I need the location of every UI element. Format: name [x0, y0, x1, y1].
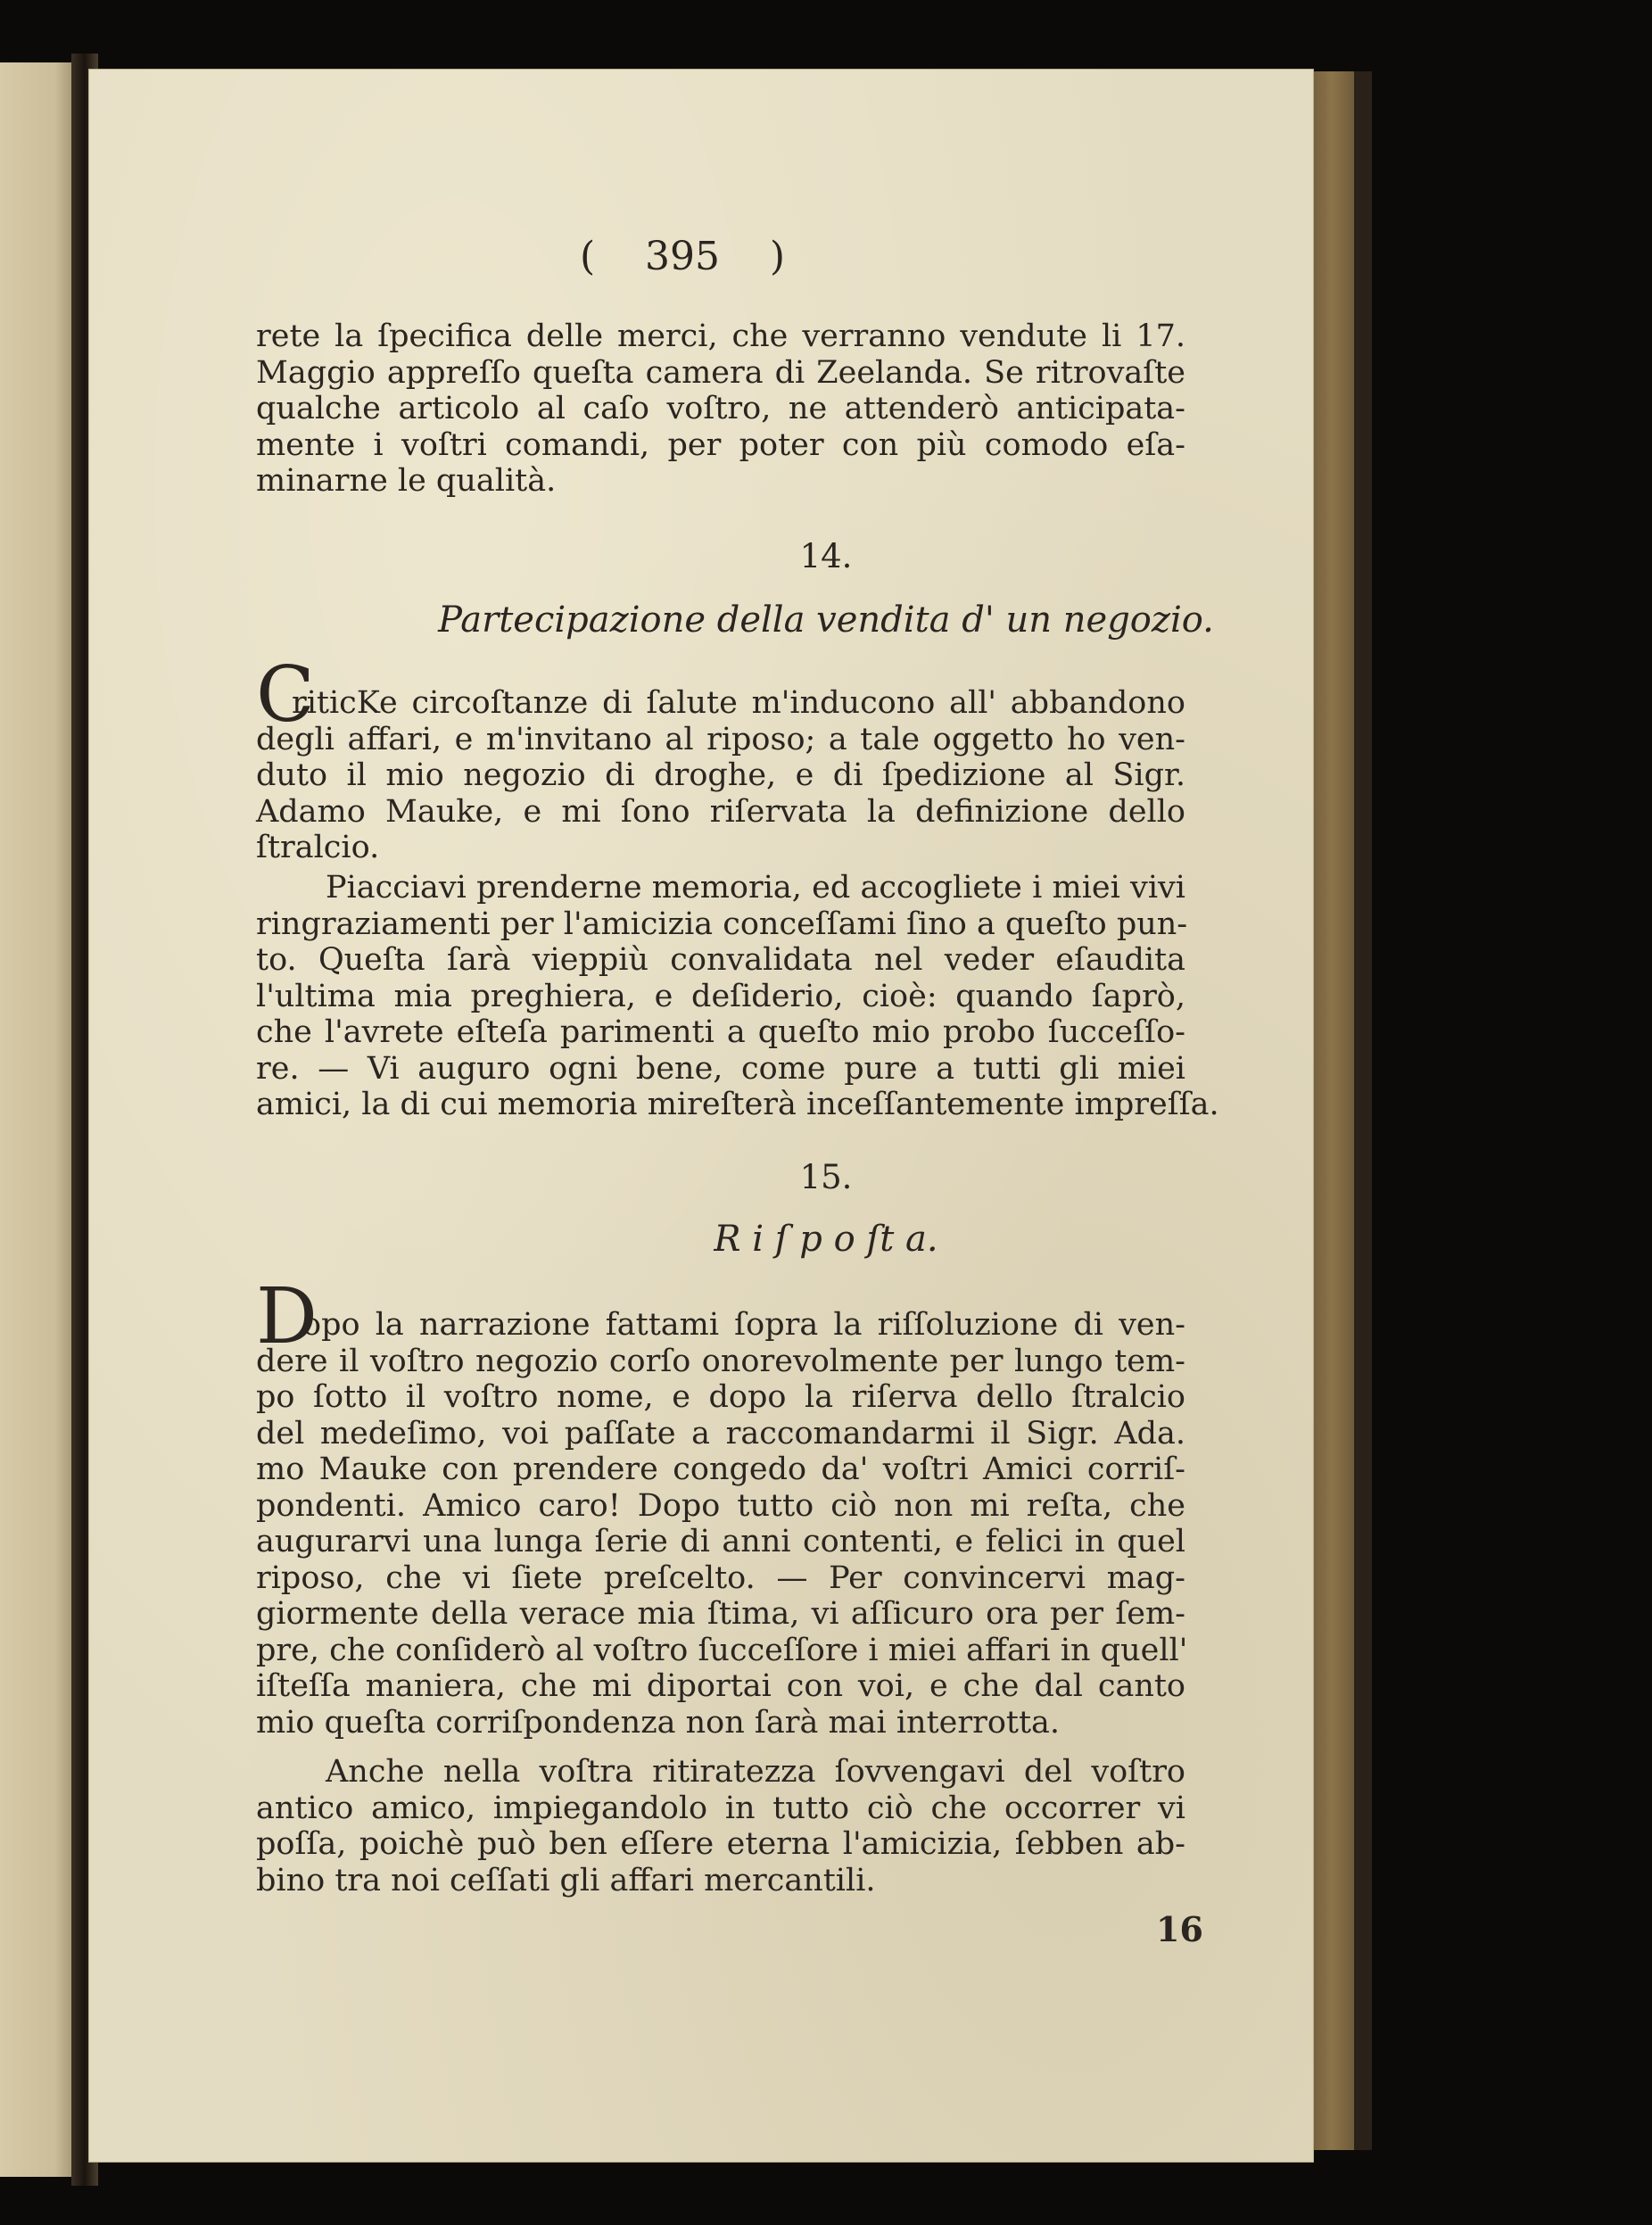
text-line: opo la narrazione fattami ſopra la riſſoluzione di ven-: [302, 1307, 1185, 1343]
section-14-paragraph-2: [256, 870, 1219, 1123]
text-line: rete la ſpecifica delle merci, che verranno vendute li 17.: [256, 318, 1185, 354]
text-line: duto il mio negozio di droghe, e di ſpedizione al Sigr.: [256, 757, 1185, 793]
text-line: ringraziamenti per l'amicizia conceſſami ſino a queſto pun-: [256, 906, 1188, 942]
text-line: mio queſta corriſpondenza non ſarà mai interrotta.: [256, 1704, 1061, 1741]
section-14-dropcap: C: [256, 650, 315, 740]
text-line: degli affari, e m'invitano al riposo; a tale oggetto ho ven-: [256, 721, 1185, 757]
text-line: amici, la di cui memoria mireſterà inceſſantemente impreſſa.: [256, 1087, 1219, 1122]
text-line: bino tra noi ceſſati gli affari mercantili.: [256, 1862, 876, 1898]
text-line: del medeſimo, voi paſſate a raccomandarmi il Sigr. Ada.: [256, 1415, 1185, 1452]
printer-signature-mark: 16: [1156, 1909, 1203, 1949]
text-line: dere il voſtro negozio corſo onorevolmente per lungo tem-: [256, 1343, 1185, 1379]
text-line: to. Queſta ſarà vieppiù convalidata nel veder eſaudita: [256, 942, 1185, 978]
intro-paragraph: [256, 318, 1185, 500]
book-cover-shadow: [1354, 71, 1372, 2150]
text-line: mente i voſtri comandi, per poter con più comodo eſa-: [256, 426, 1185, 463]
text-line: antico amico, impiegandolo in tutto ciò che occorrer vi: [256, 1790, 1185, 1826]
text-line: giormente della verace mia ſtima, vi aſſicuro ora per ſem-: [256, 1596, 1185, 1632]
text-line: pre, che conſiderò al voſtro ſucceſſore i miei affari in quell': [256, 1632, 1188, 1668]
text-line: Piacciavi prenderne memoria, ed accogliete i miei vivi: [326, 870, 1185, 906]
section-15-dropcap: D: [256, 1272, 318, 1361]
text-line: mo Mauke con prendere congedo da' voſtri Amici corriſ-: [256, 1452, 1185, 1487]
text-line: minarne le qualità.: [256, 463, 557, 499]
text-line: poſſa, poichè può ben eſſere eterna l'amicizia, ſebben ab-: [256, 1826, 1185, 1862]
section-15-paragraph-2: [256, 1754, 1185, 1898]
text-line: augurarvi una lunga ſerie di anni contenti, e felici in quel: [256, 1524, 1185, 1559]
text-line: che l'avrete eſteſa parimenti a queſto mio probo ſucceſſo-: [256, 1014, 1185, 1050]
text-line: Adamo Mauke, e mi ſono riſervata la definizione dello: [256, 793, 1185, 830]
text-line: Maggio appreſſo queſta camera di Zeelanda. Se ritrovaſte: [256, 354, 1185, 391]
previous-page-edge: [0, 62, 78, 2177]
section-14-title: Partecipazione della vendita d' un negozio.: [438, 600, 1214, 641]
text-line: l'ultima mia preghiera, e deſiderio, cioè: quando ſaprò,: [256, 978, 1185, 1014]
text-line: riposo, che vi ſiete preſcelto. — Per convincervi mag-: [256, 1559, 1185, 1596]
text-line: Anche nella voſtra ritiratezza ſovvengavi del voſtro: [326, 1754, 1185, 1790]
header-open-paren: (: [580, 234, 596, 279]
section-15-title: R i ſ p o ſt a.: [714, 1219, 938, 1260]
text-line: qualche articolo al caſo voſtro, ne attenderò anticipata-: [256, 391, 1185, 426]
page-header: [580, 234, 785, 279]
text-line: pondenti. Amico caro! Dopo tutto ciò non mi reſta, che: [256, 1487, 1185, 1524]
text-line: re. — Vi auguro ogni bene, come pure a tutti gli miei: [256, 1050, 1185, 1087]
text-line: riticKe circoſtanze di ſalute m'inducono all' abbandono: [292, 685, 1185, 721]
section-15-paragraph-1: [256, 1307, 1188, 1741]
page-number: 395: [645, 234, 720, 279]
section-14-paragraph-1: [256, 685, 1185, 866]
text-line: iſteſſa maniera, che mi diportai con voi, e che dal canto: [256, 1668, 1185, 1704]
text-line: po ſotto il voſtro nome, e dopo la riſerva dello ſtralcio: [256, 1379, 1185, 1415]
section-15-number: 15.: [799, 1158, 853, 1196]
header-close-paren: ): [769, 234, 785, 279]
text-line: ſtralcio.: [256, 830, 380, 865]
section-14-number: 14.: [799, 537, 853, 575]
